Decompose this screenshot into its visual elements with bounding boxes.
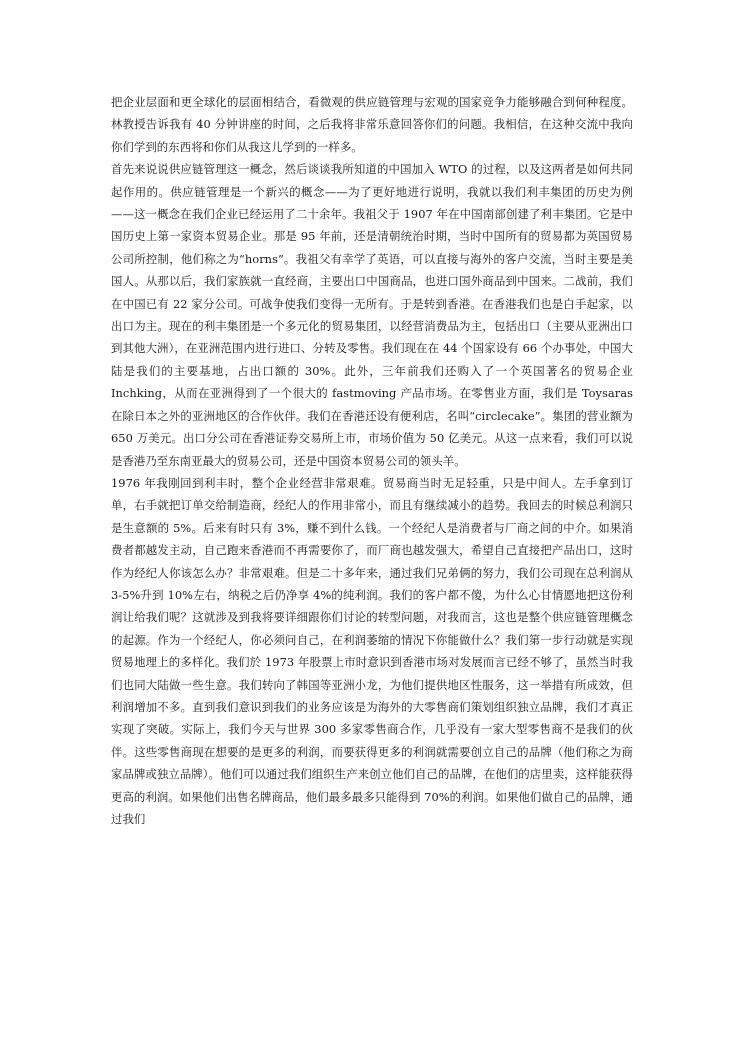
document-body bbox=[111, 91, 633, 830]
paragraph-supply-chain-history: 首先来说说供应链管理这一概念，然后谈谈我所知道的中国加入 WTO 的过程，以及这两者是如何共同起作用的。供应链管理是一个新兴的概念——为了更好地进行说明，我就以我们利丰集团的历史为例——这一概念在我们企业已经运用了二十余年。我祖父于 1907 年在中国南部创建了利丰集团。它是中国历史上第一家资本贸易企业。那是 95 年前，还是清朝统治时期，当时中国所有的贸易都为英国贸易公司所控制，他们称之为“horns”。我祖父有幸学了英语，可以直接与海外的客户交流，当时主要是美国人。从那以后，我们家族就一直经商，主要出口中国商品，也进口国外商品到中国来。二战前，我们在中国已有 22 家分公司。可战争使我们变得一无所有。于是转到香港。在香港我们也是白手起家，以出口为主。现在的利丰集团是一个多元化的贸易集团，以经营消费品为主，包括出口（主要从亚洲出口到其他大洲），在亚洲范围内进行进口、分转及零售。我们现在在 44 个国家设有 66 个办事处，中国大陆是我们的主要基地，占出口额的 30%。此外，三年前我们还购入了一个英国著名的贸易企业 Inchking，从而在亚洲得到了一个很大的 fastmoving 产品市场。在零售业方面，我们是 Toysaras 在除日本之外的亚洲地区的合作伙伴。我们在香港还设有便利店，名叫“circlecake”。集团的营业额为 650 万美元。出口分公司在香港证券交易所上市，市场价值为 50 亿美元。从这一点来看，我们可以说是香港乃至东南亚最大的贸易公司，还是中国资本贸易公司的领头羊。 bbox=[111, 162, 633, 468]
paragraph-intro-continuation: 把企业层面和更全球化的层面相结合，看微观的供应链管理与宏观的国家竞争力能够融合到何种程度。林教授告诉我有 40 分钟讲座的时间，之后我将非常乐意回答你们的问题。我相信，在这种交流中我向你们学到的东西将和你们从我这儿学到的一样多。 bbox=[111, 95, 633, 154]
paragraph-transformation: 1976 年我刚回到利丰时，整个企业经营非常艰难。贸易商当时无足轻重，只是中间人。左手拿到订单，右手就把订单交给制造商，经纪人的作用非常小，而且有继续减小的趋势。我回去的时候总利润只是生意额的 5%。后来有时只有 3%，赚不到什么钱。一个经纪人是消费者与厂商之间的中介。如果消费者都越发主动，自己跑来香港而不再需要你了，而厂商也越发强大，希望自己直接把产品出口，这时作为经纪人你该怎么办？非常艰难。但是二十多年来，通过我们兄弟俩的努力，我们公司现在总利润从 3-5%升到 10%左右，纳税之后仍净享 4%的纯利润。我们的客户都不傻，为什么心甘情愿地把这份利润让给我们呢？这就涉及到我将要详细跟你们讨论的转型问题，对我而言，这也是整个供应链管理概念的起源。作为一个经纪人，你必须问自己，在利润萎缩的情况下你能做什么？我们第一步行动就是实现贸易地理上的多样化。我们於 1973 年股票上市时意识到香港市场对发展而言已经不够了，虽然当时我们也同大陆做一些生意。我们转向了韩国等亚洲小龙，为他们提供地区性服务，这一举措有所成效，但利润增加不多。直到我们意识到我们的业务应该是为海外的大零售商们策划组织独立品牌，我们才真正实现了突破。实际上，我们今天与世界 300 多家零售商合作，几乎没有一家大型零售商不是我们的伙伴。这些零售商现在想要的是更多的利润，而要获得更多的利润就需要创立自己的品牌（他们称之为商家品牌或独立品牌）。他们可以通过我们组织生产来创立他们自己的品牌，在他们的店里卖，这样能获得更高的利润。如果他们出售名牌商品，他们最多最多只能得到 70%的利润。如果他们做自己的品牌，通过我们 bbox=[111, 475, 633, 826]
